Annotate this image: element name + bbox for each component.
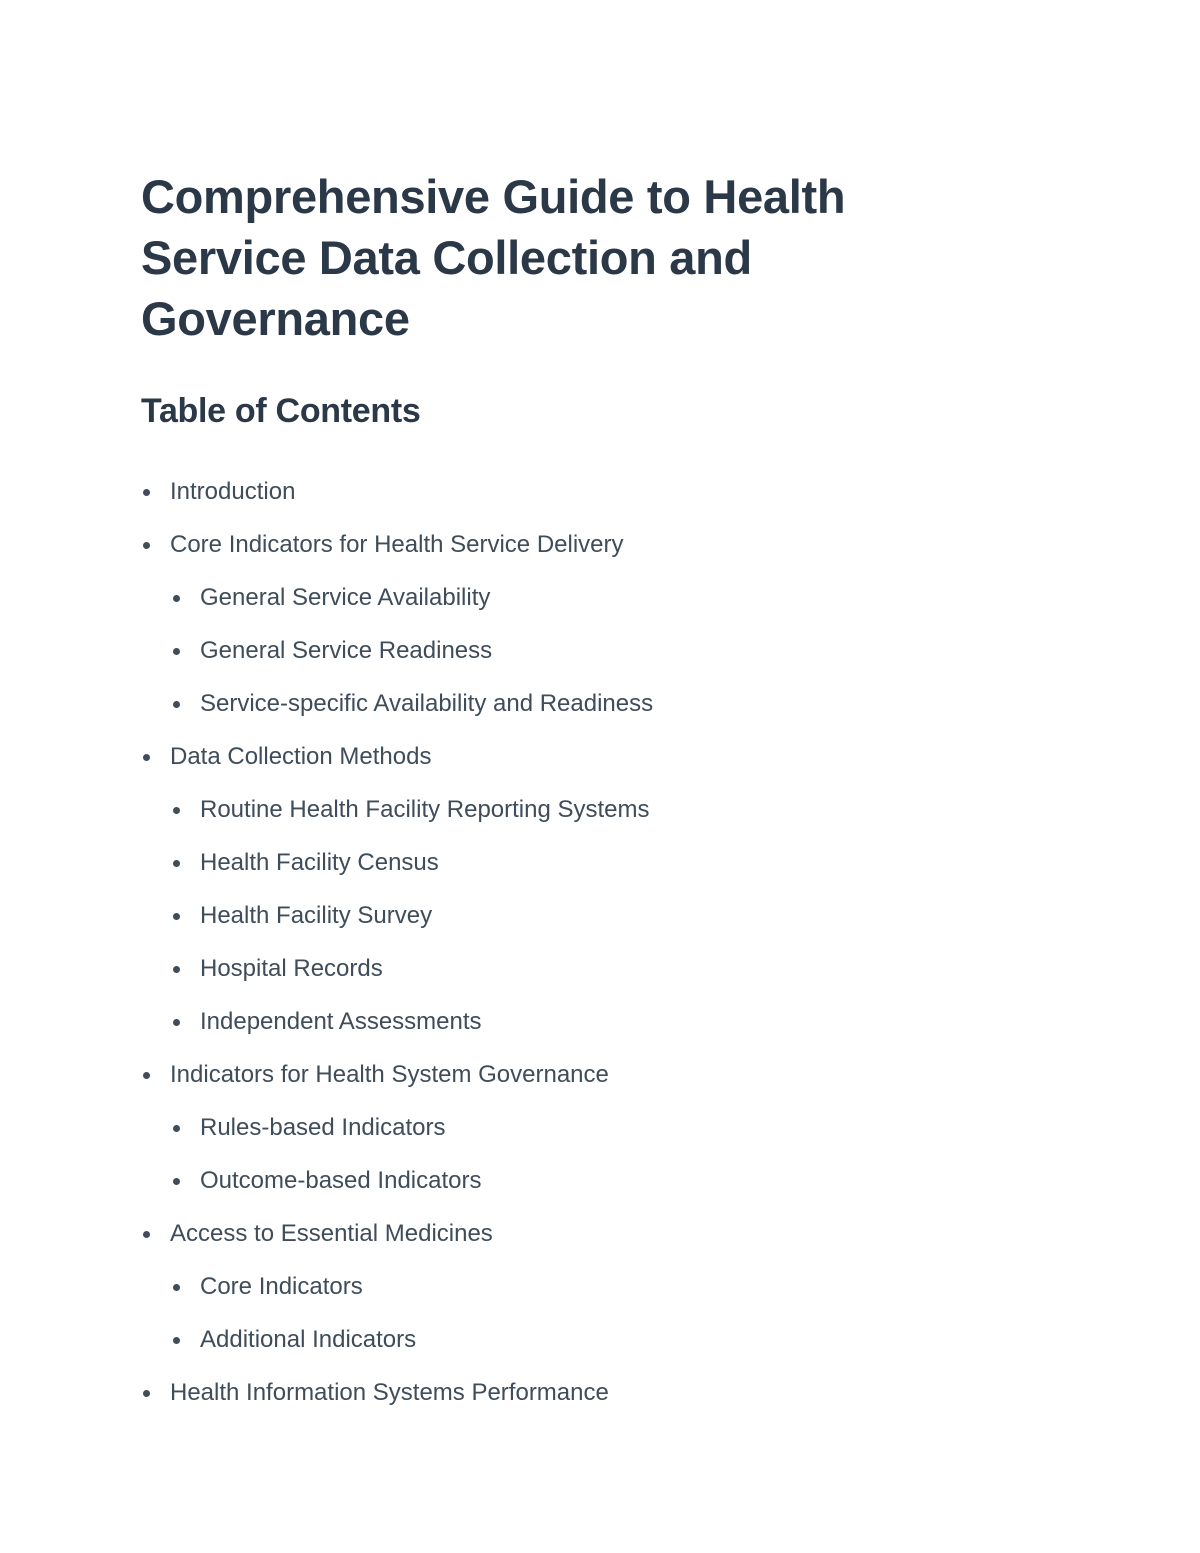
toc-item-health-information-systems-performance[interactable]: Health Information Systems Performance: [141, 1378, 1041, 1408]
toc-item-general-service-readiness[interactable]: General Service Readiness: [141, 636, 1041, 666]
toc-item-health-facility-census[interactable]: Health Facility Census: [141, 848, 1041, 878]
toc-item-core-indicators-health-service-delivery[interactable]: Core Indicators for Health Service Delivery: [141, 530, 1041, 560]
toc-item-health-facility-survey[interactable]: Health Facility Survey: [141, 901, 1041, 931]
toc-heading: Table of Contents: [141, 392, 421, 430]
toc-item-indicators-health-system-governance[interactable]: Indicators for Health System Governance: [141, 1060, 1041, 1090]
table-of-contents: [141, 477, 1041, 1408]
toc-item-introduction[interactable]: Introduction: [141, 477, 1041, 507]
toc-item-hospital-records[interactable]: Hospital Records: [141, 954, 1041, 984]
toc-item-general-service-availability[interactable]: General Service Availability: [141, 583, 1041, 613]
toc-item-additional-indicators[interactable]: Additional Indicators: [141, 1325, 1041, 1355]
toc-item-data-collection-methods[interactable]: Data Collection Methods: [141, 742, 1041, 772]
toc-item-service-specific-availability-readiness[interactable]: Service-specific Availability and Readiness: [141, 689, 1041, 719]
toc-item-access-essential-medicines[interactable]: Access to Essential Medicines: [141, 1219, 1041, 1249]
toc-item-rules-based-indicators[interactable]: Rules-based Indicators: [141, 1113, 1041, 1143]
toc-item-routine-health-facility-reporting[interactable]: Routine Health Facility Reporting Systems: [141, 795, 1041, 825]
document-title: Comprehensive Guide to Health Service Data Collection and Governance: [141, 170, 846, 345]
document-page: [141, 166, 1041, 1431]
toc-item-core-indicators[interactable]: Core Indicators: [141, 1272, 1041, 1302]
toc-item-independent-assessments[interactable]: Independent Assessments: [141, 1007, 1041, 1037]
toc-item-outcome-based-indicators[interactable]: Outcome-based Indicators: [141, 1166, 1041, 1196]
